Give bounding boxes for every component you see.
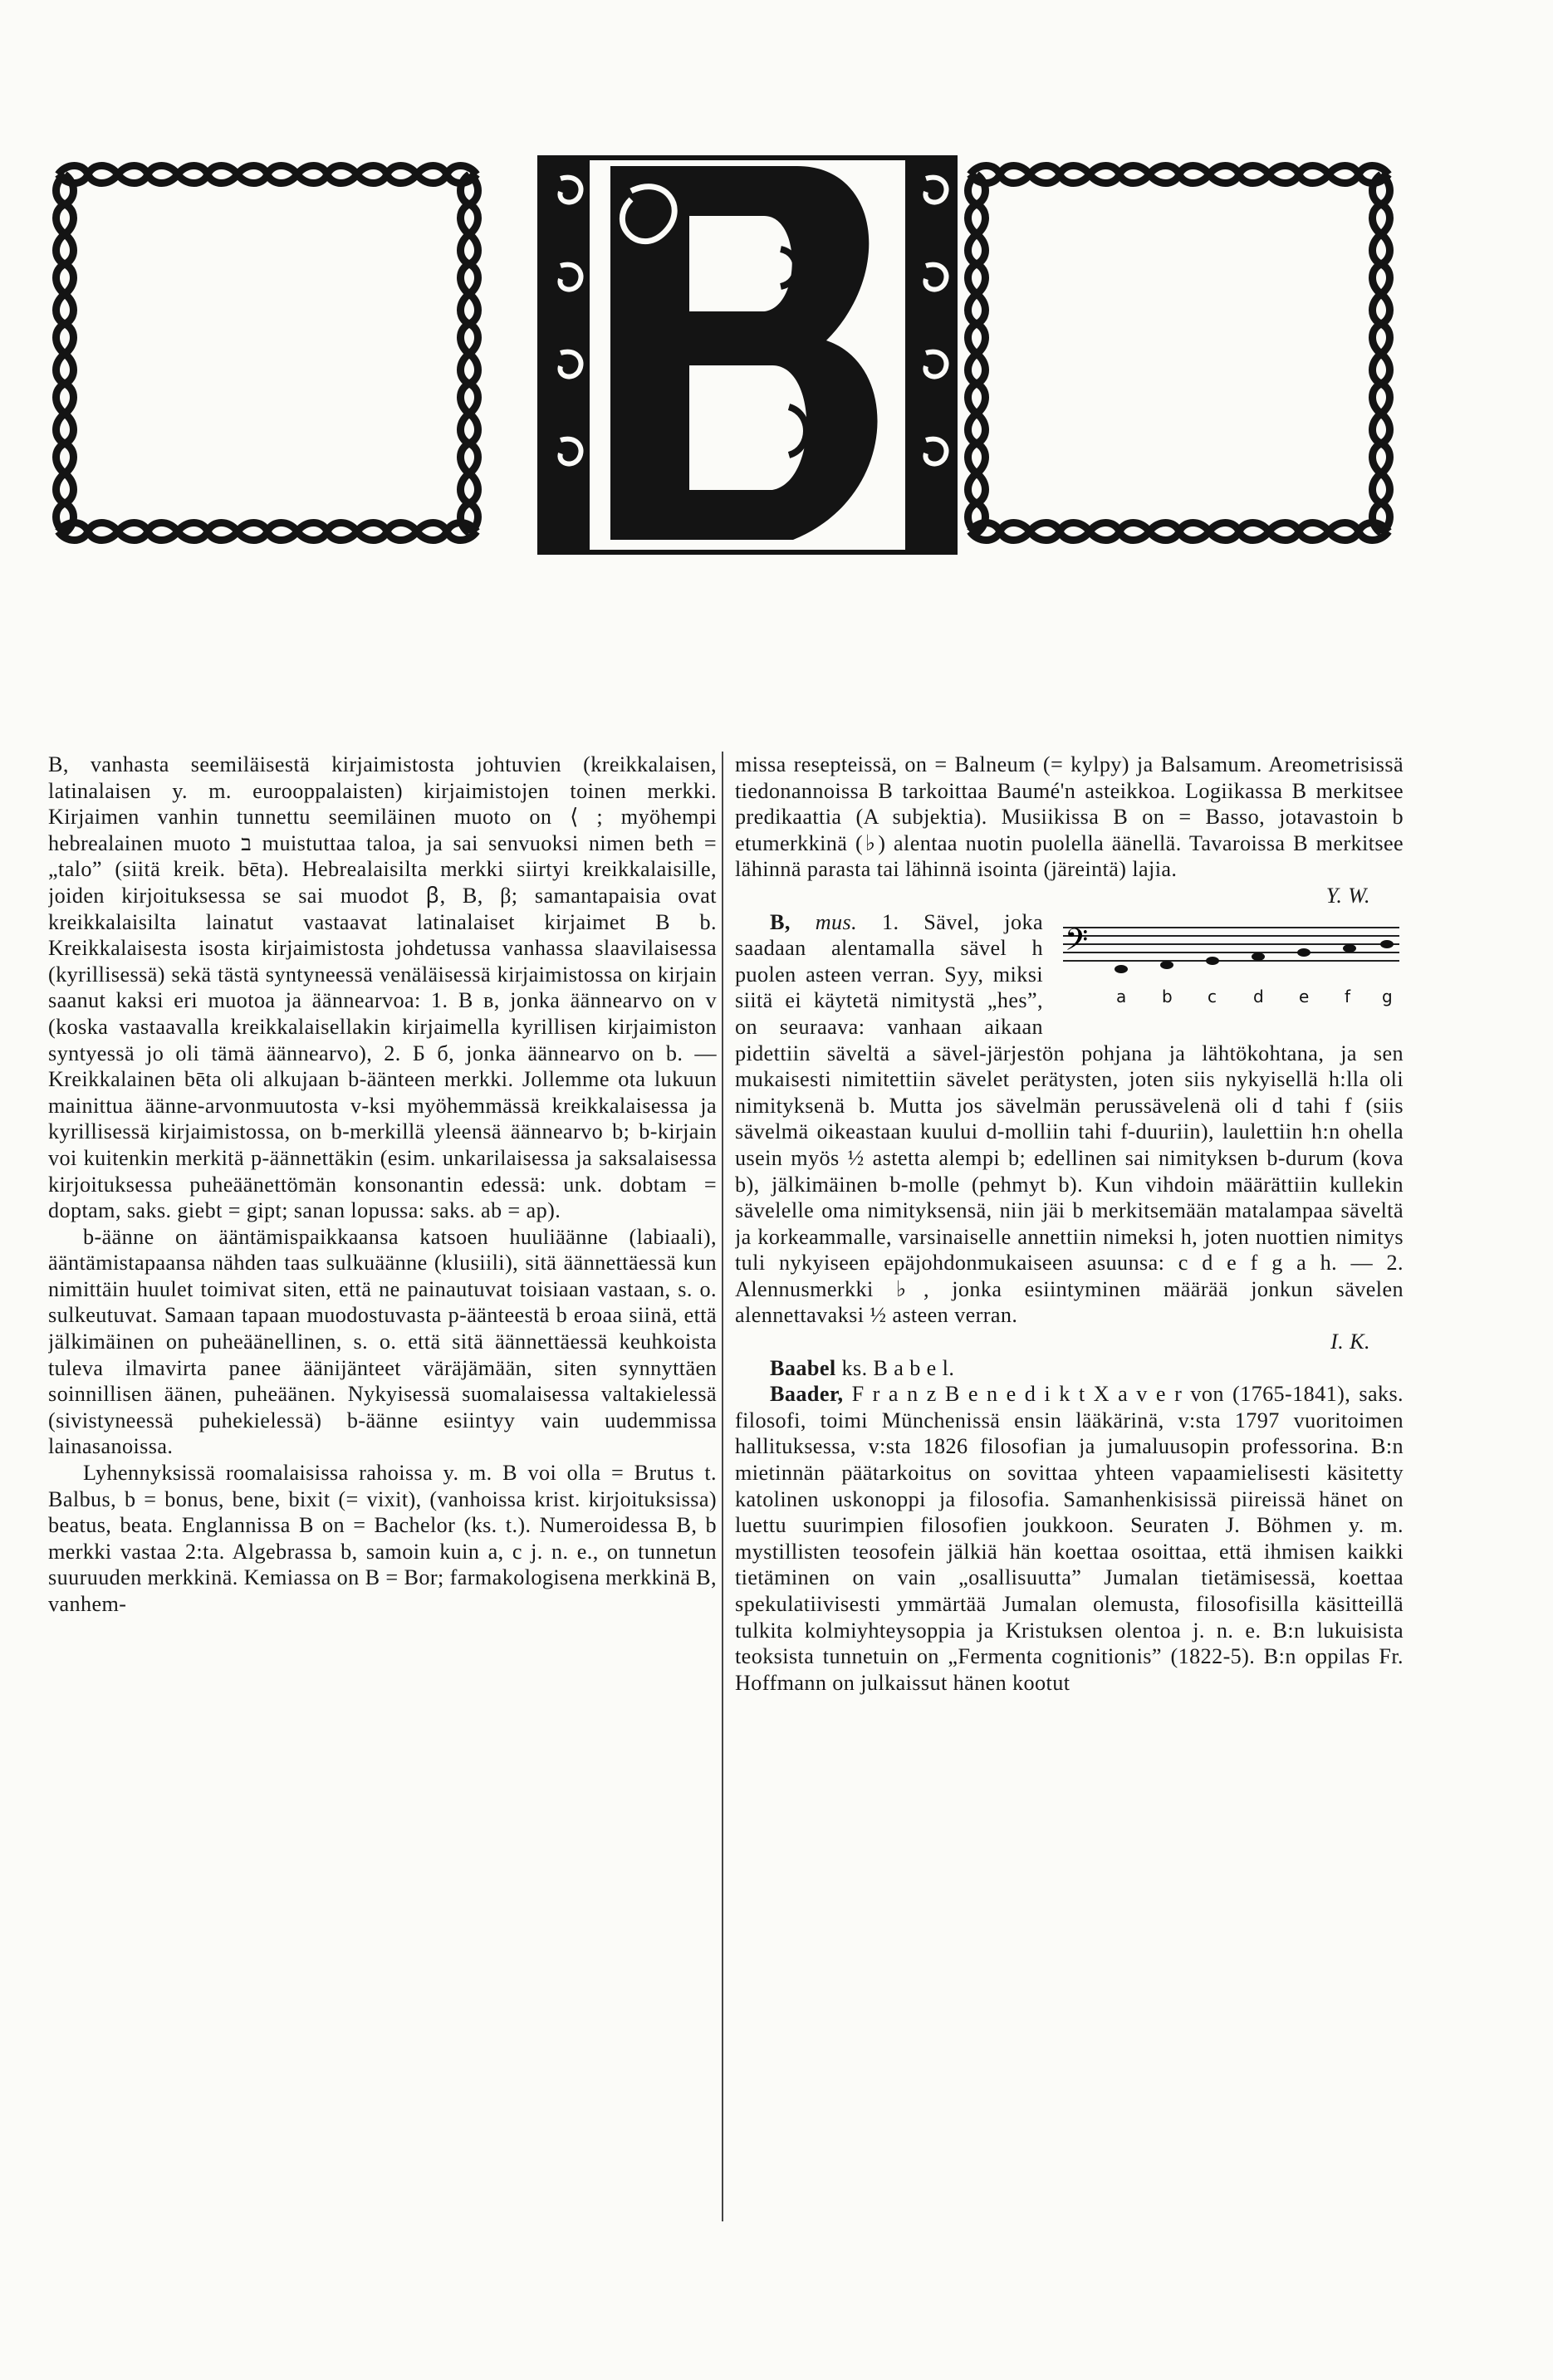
entry-baader-text: von (1765-1841), saks. filosofi, toimi Münchenissä ensin lääkärinä, v:sta 1797 vuoritoimen hallituksessa, v:sta 1826 filosofian ja jumaluusopin professorina. B:n mietinnän päätarkoitus on sovittaa yhteen vapaamielisesti käsitetty katolinen uskonoppi ja filosofia. Samanhenkisissä piireissä hänet on luettu suurimpien filosofien joukkoon. Seuraten J. Böhmen y. m. mystillisten teosofein jälkiä hän koettaa osoittaa, että ihmisen kaikki tietäminen on vain „osallisuutta” Jumalan tietämisessä, koettaa spekulatiivisesti ymmärtää Jumalan olemusta, filosofisilla käsitteillä tulkita kolmiyhteysoppia ja Kristuksen olentoa j. n. e. B:n lukuisista teoksista tunnetuin on „Fermenta cognitionis” (1822-5). B:n oppilas Fr. Hoffmann on julkaissut hänen kootut: [735, 1382, 1404, 1695]
headword-b: B,: [770, 909, 791, 934]
entry-b-paragraph-1: B, vanhasta seemiläisestä kirjaimistosta johtuvien (kreikkalaisen, latinalaisen y. m. eurooppalaisten) kirjaimistojen toinen merkki. Kirjaimen vanhin tunnettu seemiläinen muoto on ⟨ ; myöhempi hebrealainen muoto ב muistuttaa taloa, ja sai senvuoksi nimen beth = „talo” (siitä kreik. bēta). Hebrealaisilta merkki siirtyi kreikkalaisille, joiden kirjoituksessa se sai muodot ꞵ, B, β; samantapaisia ovat kreikkalaisilta lainatut vastaavat latinalaiset kirjaimet B b. Kreikkalaisesta isosta kirjaimistosta johdetussa vanhassa slaavilaisessa (kyrillisessä) sekä tästä syntyneessä venäläisessä kirjaimistossa on kirjain saanut kaksi eri muotoa ja äännearvoa: 1. В в, jonka äännearvo on v (koska vastaavalla kreikkalaisellakin kirjaimella kyrillisen kirjaimiston syntyessä jo oli tämä äännearvo), 2. Б б, jonka äännearvo on b. — Kreikkalainen bēta oli alkujaan b-äänteen merkki. Jollemme ota lukuun mainittua äänne-arvonmuutosta v-ksi myöhemmässä kreikkalaisessa ja kyrillisessä kirjaimistossa, on b-merkillä yleensä äännearvo b; b-kirjain voi kuitenkin merkitä p-äännettäkin (esim. unkarilaisessa ja saksalaisessa kirjoituksessa puheäänettömän konsonantin edessä: unk. dobtam = doptam, saks. giebt = gipt; sanan lopussa: saks. ab = ap).: [48, 752, 717, 1223]
music-staff-illustration: [1055, 913, 1404, 1012]
column-divider: [722, 752, 723, 2221]
entry-b-paragraph-3: Lyhennyksissä roomalaisissa rahoissa y. m. B voi olla = Brutus t. Balbus, b = bonus, bene, bixit (= vixit), (vanhoissa krist. kirjoituksissa) beatus, beata. Englannissa B on = Bachelor (ks. t.). Numeroidessa B, b merkki vastaa 2:ta. Algebrassa b, samoin kuin a, c j. n. e., on tunnetun suuruuden merkkinä. Kemiassa on B = Bor; farmakologisena merkkinä B, vanhem-: [48, 1461, 717, 1616]
staff-letter-e: e: [1299, 986, 1310, 1006]
entry-b-paragraph-2: b-äänne on ääntämispaikkaansa katsoen huuliäänne (labiaali), ääntämistapaansa nähden taas sulkuäänne (klusiili), sitä äännettäessä kun nimittäin huulet toimivat siten, että ne painautuvat toisiaan vastaan, s. o. sulkeutuvat. Samaan tapaan muodostuvasta p-äänteestä b eroaa siinä, että jälkimäinen on puheäänellinen, s. o. että sitä äännettäessä keuhkoista tuleva ilmavirta panee äänijänteet väräjämään, siten synnyttäen soinnillisen äänen, puheäänen. Nykyisessä suomalaisessa valtakielessä (sivistyneessä puhekielessä) b-äänne esiintyy vain uudemmissa lainasanoissa.: [48, 1224, 717, 1459]
left-column: [48, 752, 717, 2329]
baader-fullname: F r a n z B e n e d i k t X a v e r: [851, 1382, 1183, 1407]
entry-b-music: [735, 909, 1404, 1330]
staff-letter-a: a: [1116, 986, 1127, 1006]
entry-baabel: [735, 1355, 1404, 1382]
tag-mus: mus.: [815, 909, 858, 934]
entry-b-continuation: missa resepteissä, on = Balneum (= kylpy) ja Balsamum. Areometrisissä tiedonannoissa B tarkoittaa Baumé'n asteikkoa. Logiikassa B merkitsee predikaattia (A subjektia). Musiikissa B on = Basso, jotavastoin b etumerkkinä (♭) alentaa nuotin puolella äänellä. Tavaroissa B merkitsee lähinnä parasta tai lähinnä isointa (järeintä) lajia.: [735, 752, 1404, 882]
entry-baader: [735, 1381, 1404, 1696]
entry-baabel-text: ks. B a b e l.: [841, 1355, 955, 1380]
staff-letter-c: c: [1208, 986, 1217, 1006]
bass-clef-icon: 𝄢: [1065, 922, 1089, 965]
initial-letter-block: [540, 158, 955, 552]
signature-ik: I. K.: [1330, 1330, 1370, 1354]
staff-letter-f: f: [1345, 986, 1351, 1006]
entry-b-music-text: 1. Sävel, joka saadaan alentamalla sävel h puolen asteen verran. Syy, miksi siitä ei käytetä nimitystä „hes”, on seuraava: vanhaan aikaan pidettiin säveltä a sävel-järjestön pohjana ja lähtökohtana, ja sen mukaisesti nimitettiin sävelet perätysten, joten siis nykyisellä h:lla oli nimityksenä b. Mutta jos sävelmän perussävelenä oli d tahi f (siis sävelmä oikeastaan kuului d-molliin tahi f-duuriin), laulettiin h:n ohella usein myös ½ astetta alempi b; edellinen sai nimityksen b-durum (kova b), jälkimäinen b-molle (pehmyt b). Kun vihdoin määrättiin kullekin sävelelle oma nimityksensä, niin jäi b merkitsemään matalampaa säveltä ja korkeammalle, varsinaiselle annettiin nimeksi h, joten nuottien nimitys tuli nykyiseen epäjohdonmukaiseen asuunsa: c d e f g a h. — 2. Alennusmerkki ♭, jonka esiintyminen määrää jonkun sävelen alennettavaksi ½ asteen verran.: [735, 909, 1404, 1328]
headword-baabel: Baabel: [770, 1355, 836, 1380]
left-ornament-frame: [56, 166, 478, 541]
staff-letter-g: g: [1382, 986, 1394, 1006]
staff-letter-b: b: [1162, 986, 1173, 1006]
signature-yw: Y. W.: [1325, 883, 1370, 908]
right-column: [735, 752, 1404, 2329]
right-ornament-frame: [968, 166, 1390, 541]
staff-letter-d: d: [1253, 986, 1265, 1006]
ornamental-header: [0, 0, 1553, 581]
headword-baader: Baader,: [770, 1382, 844, 1407]
